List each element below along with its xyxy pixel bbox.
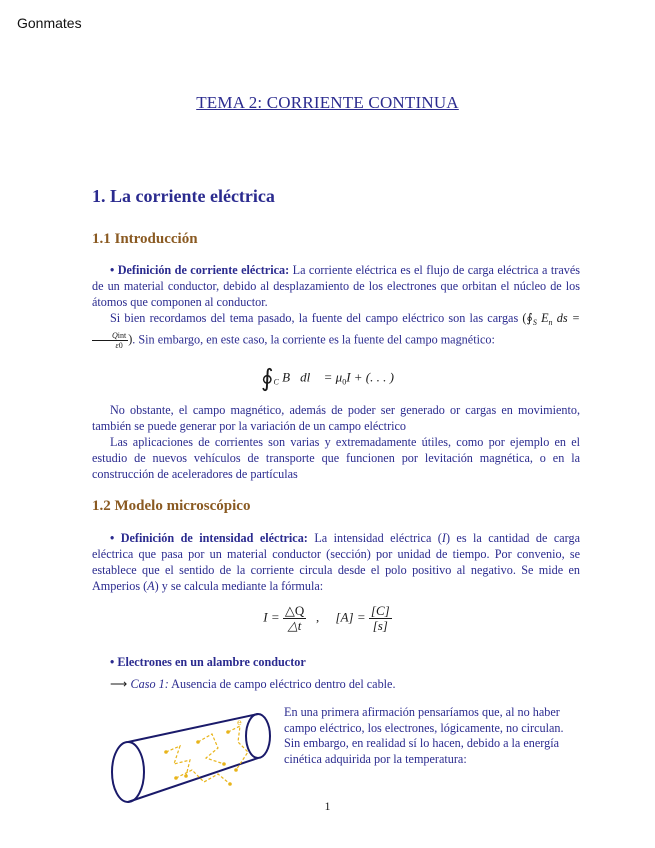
document-title: TEMA 2: CORRIENTE CONTINUA	[196, 93, 459, 112]
ds-term: ds =	[556, 311, 581, 325]
contour-integral-symbol: ∮	[261, 366, 274, 392]
charge-subscript: int	[117, 331, 127, 340]
field-source-text: Si bien recordamos del tema pasado, la fuente del campo eléctrico son las cargas	[110, 311, 519, 325]
subsection-heading-intro: 1.1 Introducción	[92, 231, 198, 247]
applications-paragraph: Las aplicaciones de corrientes son varias y extremadamente útiles, como por ejemplo en el estudio de nuevos vehículos de transporte que funcionen por levitación magnética, o en la construcción de aceleradores de partículas	[92, 435, 580, 481]
equation-separator: ,	[316, 609, 320, 625]
field-symbol: E	[541, 311, 549, 325]
wire-front-ellipse	[112, 742, 144, 802]
definition-paragraph	[92, 262, 580, 310]
normal-subscript: n	[548, 318, 553, 327]
intensity-text-b: ) es la cantidad de carga eléctrica que pasa por un material conductor (sección) por unidad de tiempo. Por convenio, se establece que el sentido de la corriente circula desde el polo positivo al negativo. Se mide en Amperios (	[92, 531, 581, 593]
case-text: Ausencia de campo eléctrico dentro del cable.	[171, 677, 396, 691]
contour-integral-symbol: ∮	[526, 311, 533, 325]
unit-fraction	[369, 604, 392, 633]
brand-name: Gonmates	[17, 15, 82, 31]
intensity-symbol: I	[441, 531, 446, 545]
wire-diagram	[108, 712, 278, 806]
wire-end-ellipse	[246, 714, 270, 758]
intensity-fraction	[283, 604, 306, 633]
case-label: Caso 1:	[130, 677, 169, 691]
ampere-symbol: A	[147, 579, 155, 593]
thermal-motion-paragraph: En una primera afirmación pensaríamos que, al no haber campo eléctrico, los electrones, lógicamente, no circulan. Sin embargo, en realidad sí lo hacen, debido a la energía cinética adquirida por la temperatura:	[284, 705, 564, 766]
wire-bottom-edge	[128, 758, 258, 802]
delta-q: △Q	[284, 603, 305, 618]
right-arrow-icon: ⟶	[110, 677, 128, 691]
intensity-equation	[0, 604, 655, 633]
page-number: 1	[324, 799, 331, 813]
charge-symbol: Q	[112, 331, 118, 340]
coulomb-unit: [C]	[370, 603, 390, 618]
electron-label: e	[237, 718, 242, 727]
intensity-text-c: ) y se calcula mediante la fórmula:	[154, 579, 324, 593]
charge-fraction	[92, 331, 128, 350]
intensity-text-a: La intensidad eléctrica (	[314, 531, 442, 545]
unit-lhs: [A] =	[335, 609, 366, 625]
intensity-lhs: I =	[263, 609, 280, 625]
field-source-paragraph	[92, 310, 580, 350]
electrons-bullet: • Electrones en un alambre conductor	[110, 655, 306, 669]
delta-t: △t	[287, 618, 302, 633]
gauss-formula-inline: ($∮_S$ $E_n$ ds = $\frac{\text{Qint}}{\varepsilon 0}$ )	[92, 311, 580, 346]
case-1-line	[110, 677, 396, 692]
ampere-lhs: B⃗dl⃗ = μ	[282, 369, 343, 385]
surface-subscript: S	[532, 318, 537, 327]
mu-subscript: 0	[342, 377, 347, 387]
epsilon-symbol: ε	[115, 341, 119, 350]
definition-label: • Definición de corriente eléctrica:	[110, 263, 290, 277]
contour-subscript: C	[273, 377, 279, 387]
section-heading: 1. La corriente eléctrica	[92, 186, 275, 206]
intensity-definition-label: • Definición de intensidad eléctrica:	[110, 531, 308, 545]
definition-text: La corriente eléctrica es el flujo de carga eléctrica a través de un material conductor, debido al desplazamiento de los electrones que orbitan el núcleo de los átomos que componen al conductor.	[92, 263, 581, 309]
ampere-rhs: I + (. . . )	[346, 369, 394, 385]
magnetic-field-paragraph: No obstante, el campo magnético, además de poder ser generado or cargas en movimiento, también se puede generar por la variación de un campo eléctrico	[92, 403, 580, 433]
magnetic-source-text: . Sin embargo, en este caso, la corriente es la fuente del campo magnético:	[132, 332, 495, 347]
intensity-definition-paragraph	[92, 530, 580, 594]
second-unit: [s]	[372, 618, 388, 633]
subsection-heading-model: 1.2 Modelo microscópico	[92, 498, 251, 514]
ampere-equation	[0, 364, 655, 393]
epsilon-subscript: 0	[118, 341, 123, 350]
